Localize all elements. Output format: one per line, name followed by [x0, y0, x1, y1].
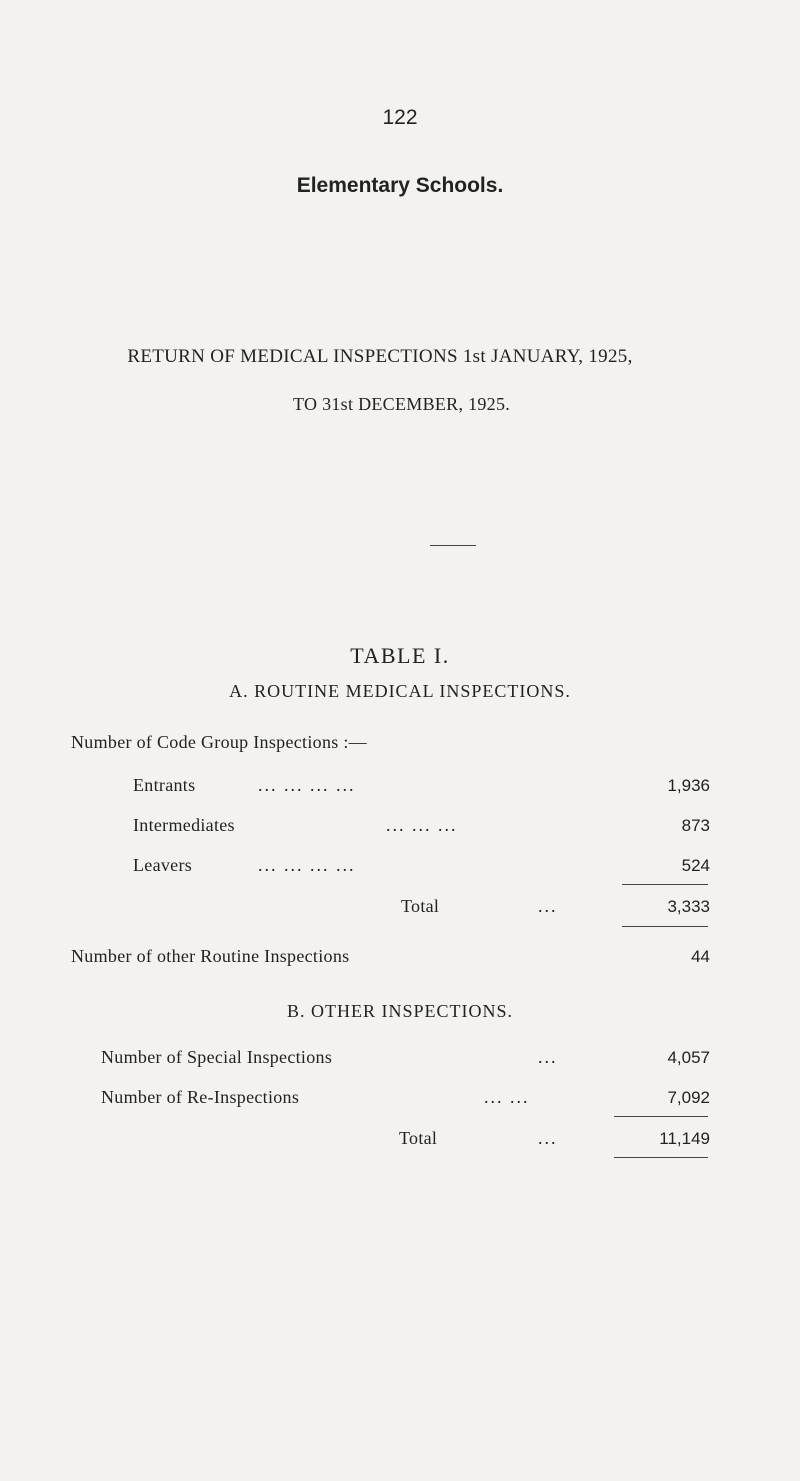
total-label-a: Total: [401, 896, 440, 916]
row-value-leavers: 524: [681, 856, 710, 875]
row-value-entrants: 1,936: [667, 776, 710, 795]
row-dots: ... ...: [484, 1087, 530, 1107]
row-dots: ... ... ...: [386, 815, 458, 835]
row-value-special: 4,057: [667, 1048, 710, 1067]
return-title-line1: RETURN OF MEDICAL INSPECTIONS 1st JANUARY, 1925,: [127, 346, 633, 367]
page-heading: Elementary Schools.: [296, 174, 504, 197]
row-dots: ...: [538, 896, 558, 916]
return-title-line2: TO 31st DECEMBER, 1925.: [293, 394, 511, 414]
other-routine-label: Number of other Routine Inspections: [71, 946, 350, 966]
row-label-special: Number of Special Inspections: [101, 1047, 333, 1067]
row-label-leavers: Leavers: [133, 855, 193, 875]
row-label-entrants: Entrants: [133, 775, 196, 795]
section-b-title: B. OTHER INSPECTIONS.: [286, 1001, 513, 1021]
row-value-reinspections: 7,092: [667, 1088, 710, 1107]
subtotal-rule: [622, 884, 708, 885]
subtotal-rule: [614, 1116, 708, 1117]
row-value-intermediates: 873: [681, 816, 710, 835]
row-dots: ...: [538, 1128, 558, 1148]
section-a-intro: Number of Code Group Inspections :—: [71, 732, 367, 752]
total-value-a: 3,333: [667, 897, 710, 916]
table-title: TABLE I.: [350, 643, 450, 668]
row-dots: ...: [538, 1047, 558, 1067]
row-label-reinspections: Number of Re-Inspections: [101, 1087, 300, 1107]
page-number: 122: [382, 106, 418, 129]
row-dots: ... ... ... ...: [258, 855, 356, 875]
total-value-b: 11,149: [659, 1129, 710, 1148]
row-label-intermediates: Intermediates: [133, 815, 235, 835]
section-a-title: A. ROUTINE MEDICAL INSPECTIONS.: [229, 681, 571, 701]
other-routine-value: 44: [691, 947, 710, 966]
total-label-b: Total: [399, 1128, 438, 1148]
separator-rule: [430, 545, 476, 546]
total-rule: [622, 926, 708, 927]
total-rule: [614, 1157, 708, 1158]
row-dots: ... ... ... ...: [258, 775, 356, 795]
